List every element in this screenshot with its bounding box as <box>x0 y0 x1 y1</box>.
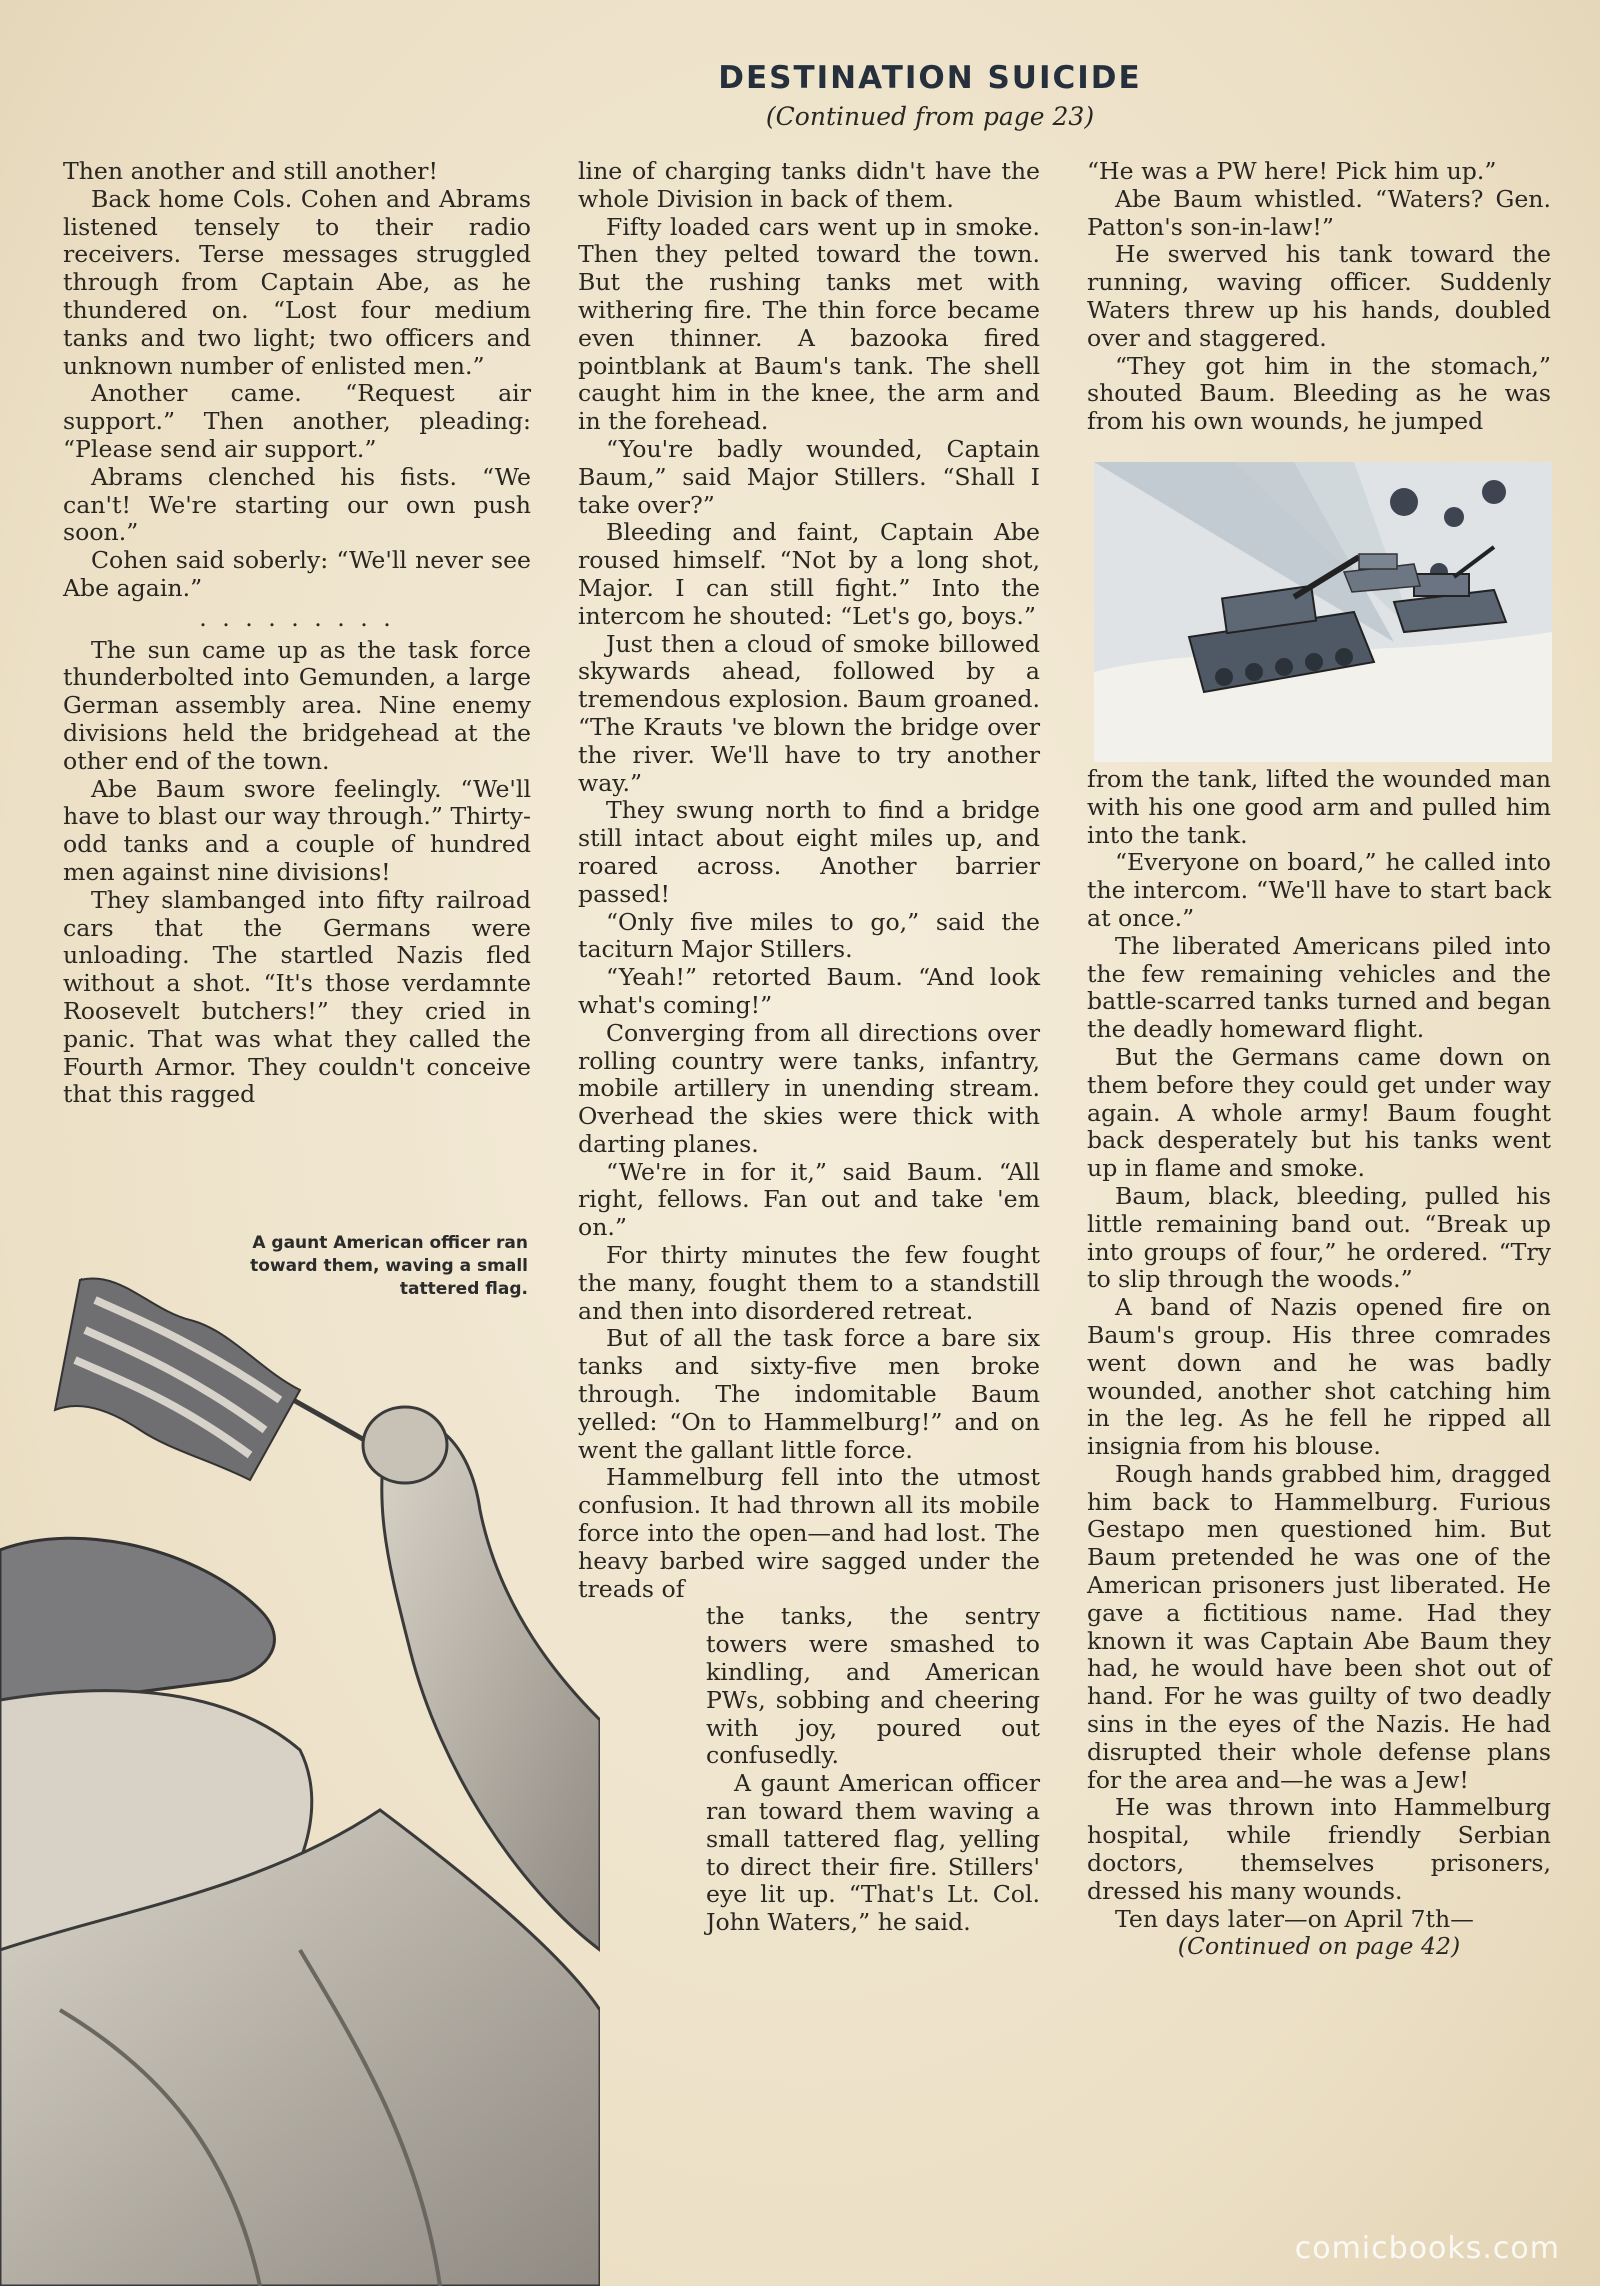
paragraph: Just then a cloud of smoke billowed skywards ahead, followed by a tremendous explosion. Baum groaned. “The Krauts 've blown the bridge over the river. We'll have to try another way.” <box>578 629 1040 797</box>
section-break: . . . . . . . . . <box>199 603 395 632</box>
paragraph: They slambanged into fifty railroad cars that the Germans were unloading. The startled Nazis fled without a shot. “It's those verdamnte Roosevelt butchers!” they cried in panic. That was what they called the Fourth Armor. They couldn't conceive that this ragged <box>63 885 531 1109</box>
watermark: comicbooks.com <box>1294 2231 1560 2266</box>
paragraph: “Yeah!” retorted Baum. “And look what's coming!” <box>578 963 1040 1019</box>
narrow-text-block <box>578 1603 1040 1937</box>
paragraph: A gaunt American officer ran toward them waving a small tattered flag, yelling to direct their fire. Stillers' eye lit up. “That's Lt. Col. John Waters,” he said. <box>706 1769 1040 1937</box>
soldier-waving-flag-illustration <box>0 1250 600 2286</box>
paragraph: Back home Cols. Cohen and Abrams listened tensely to their radio receivers. Terse messages struggled through from Captain Abe, as he thundered on. “Lost four medium tanks and two light; two officers and unknown number of enlisted men.” <box>63 184 531 380</box>
paragraph: He was thrown into Hammelburg hospital, while friendly Serbian doctors, themselves prisoners, dressed his many wounds. <box>1087 1793 1551 1905</box>
paragraph: Cohen said soberly: “We'll never see Abe again.” <box>63 546 531 602</box>
shell-burst <box>1444 507 1464 527</box>
article-title: DESTINATION SUICIDE <box>718 60 1142 96</box>
paragraph: “We're in for it,” said Baum. “All right, fellows. Fan out and take 'em on.” <box>578 1157 1040 1242</box>
paragraph: “Everyone on board,” he called into the intercom. “We'll have to start back at once.” <box>1087 848 1551 932</box>
paragraph: Bleeding and faint, Captain Abe roused himself. “Not by a long shot, Major. I can still fight.” Into the intercom he shouted: “Let's go, boys.” <box>578 518 1040 630</box>
paragraph: The liberated Americans piled into the few remaining vehicles and the battle-scarred tanks turned and began the deadly homeward flight. <box>1087 931 1551 1044</box>
paragraph: He swerved his tank toward the running, waving officer. Suddenly Waters threw up his hands, doubled over and staggered. <box>1087 240 1551 352</box>
shell-burst <box>1482 480 1506 504</box>
text-column-1 <box>63 158 531 1109</box>
paragraph: The sun came up as the task force thunderbolted into Gemunden, a large German assembly area. Nine enemy divisions held the bridgehead at the other end of the town. <box>63 635 531 775</box>
paragraph: from the tank, lifted the wounded man with his one good arm and pulled him into the tank. <box>1087 764 1551 849</box>
text-column-3 <box>1087 158 1551 1961</box>
paragraph: Abrams clenched his fists. “We can't! We're starting our own push soon.” <box>63 462 531 547</box>
garrison-cap <box>0 1538 274 1710</box>
paragraph: Another came. “Request air support.” Then another, pleading: “Please send air support.” <box>63 379 531 463</box>
article-header <box>0 60 1600 131</box>
paragraph: the tanks, the sentry towers were smashed to kindling, and American PWs, sobbing and cheering with joy, poured out confusedly. <box>706 1602 1040 1770</box>
paragraph: line of charging tanks didn't have the whole Division in back of them. <box>578 157 1040 213</box>
flag <box>55 1278 300 1480</box>
paragraph: Fifty loaded cars went up in smoke. Then they pelted toward the town. But the rushing tanks met with withering fire. The thin force became even thinner. A bazooka fired pointblank at Baum's tank. The shell caught him in the knee, the arm and in the forehead. <box>578 212 1040 436</box>
paragraph: Then another and still another! <box>63 157 438 185</box>
text-column-2 <box>578 158 1040 1937</box>
illustration-caption: A gaunt American officer ran toward them, waving a small tattered flag. <box>250 1233 528 1299</box>
paragraph: Ten days later—on April 7th— <box>1115 1904 1474 1933</box>
paragraph: But of all the task force a bare six tanks and sixty-five men broke through. The indomitable Baum yelled: “On to Hammelburg!” and on went the gallant little force. <box>578 1324 1040 1464</box>
paragraph: For thirty minutes the few fought the many, fought them to a standstill and then into disordered retreat. <box>578 1241 1040 1325</box>
paragraph: “He was a PW here! Pick him up.” <box>1087 157 1497 185</box>
continued-on-note: (Continued on page 42) <box>1177 1932 1461 1961</box>
paragraph: But the Germans came down on them before they could get under way again. A whole army! Baum fought back desperately but his tanks went up in flame and smoke. <box>1087 1042 1551 1183</box>
paragraph: Converging from all directions over rolling country were tanks, infantry, mobile artillery in unending stream. Overhead the skies were thick with darting planes. <box>578 1018 1040 1158</box>
paragraph: Rough hands grabbed him, dragged him back to Hammelburg. Furious Gestapo men questioned him. But Baum pretended he was one of the American prisoners just liberated. He gave a fictitious name. Had they known it was Captain Abe Baum they had, he would have been shot out of hand. For he was guilty of two deadly sins in the eyes of the Nazis. He had disrupted their whole defense plans for the area and—he was a Jew! <box>1087 1459 1551 1794</box>
paragraph: Baum, black, bleeding, pulled his little remaining band out. “Break up into groups of four,” he ordered. “Try to slip through the woods.” <box>1087 1181 1551 1294</box>
fist <box>363 1407 447 1483</box>
paragraph: “Only five miles to go,” said the taciturn Major Stillers. <box>578 907 1040 964</box>
paragraph: A band of Nazis opened fire on Baum's group. His three comrades went down and he was badly wounded, another shot catching him in the leg. As he fell he ripped all insignia from his blouse. <box>1087 1293 1551 1461</box>
paragraph: They swung north to find a bridge still intact about eight miles up, and roared across. Another barrier passed! <box>578 796 1040 908</box>
shell-burst <box>1390 488 1418 516</box>
paragraph: Hammelburg fell into the utmost confusion. It had thrown all its mobile force into the open—and had lost. The heavy barbed wire sagged under the treads of <box>578 1463 1040 1603</box>
continued-from-note: (Continued from page 23) <box>765 102 1095 131</box>
paragraph: “They got him in the stomach,” shouted Baum. Bleeding as he was from his own wounds, he jumped <box>1087 351 1551 436</box>
paragraph: Abe Baum swore feelingly. “We'll have to blast our way through.” Thirty-odd tanks and a couple of hundred men against nine divisions! <box>63 774 531 886</box>
paragraph: “You're badly wounded, Captain Baum,” said Major Stillers. “Shall I take over?” <box>578 434 1040 519</box>
paragraph: Abe Baum whistled. “Waters? Gen. Patton's son-in-law!” <box>1087 184 1551 241</box>
tanks-battle-illustration <box>1094 462 1552 762</box>
